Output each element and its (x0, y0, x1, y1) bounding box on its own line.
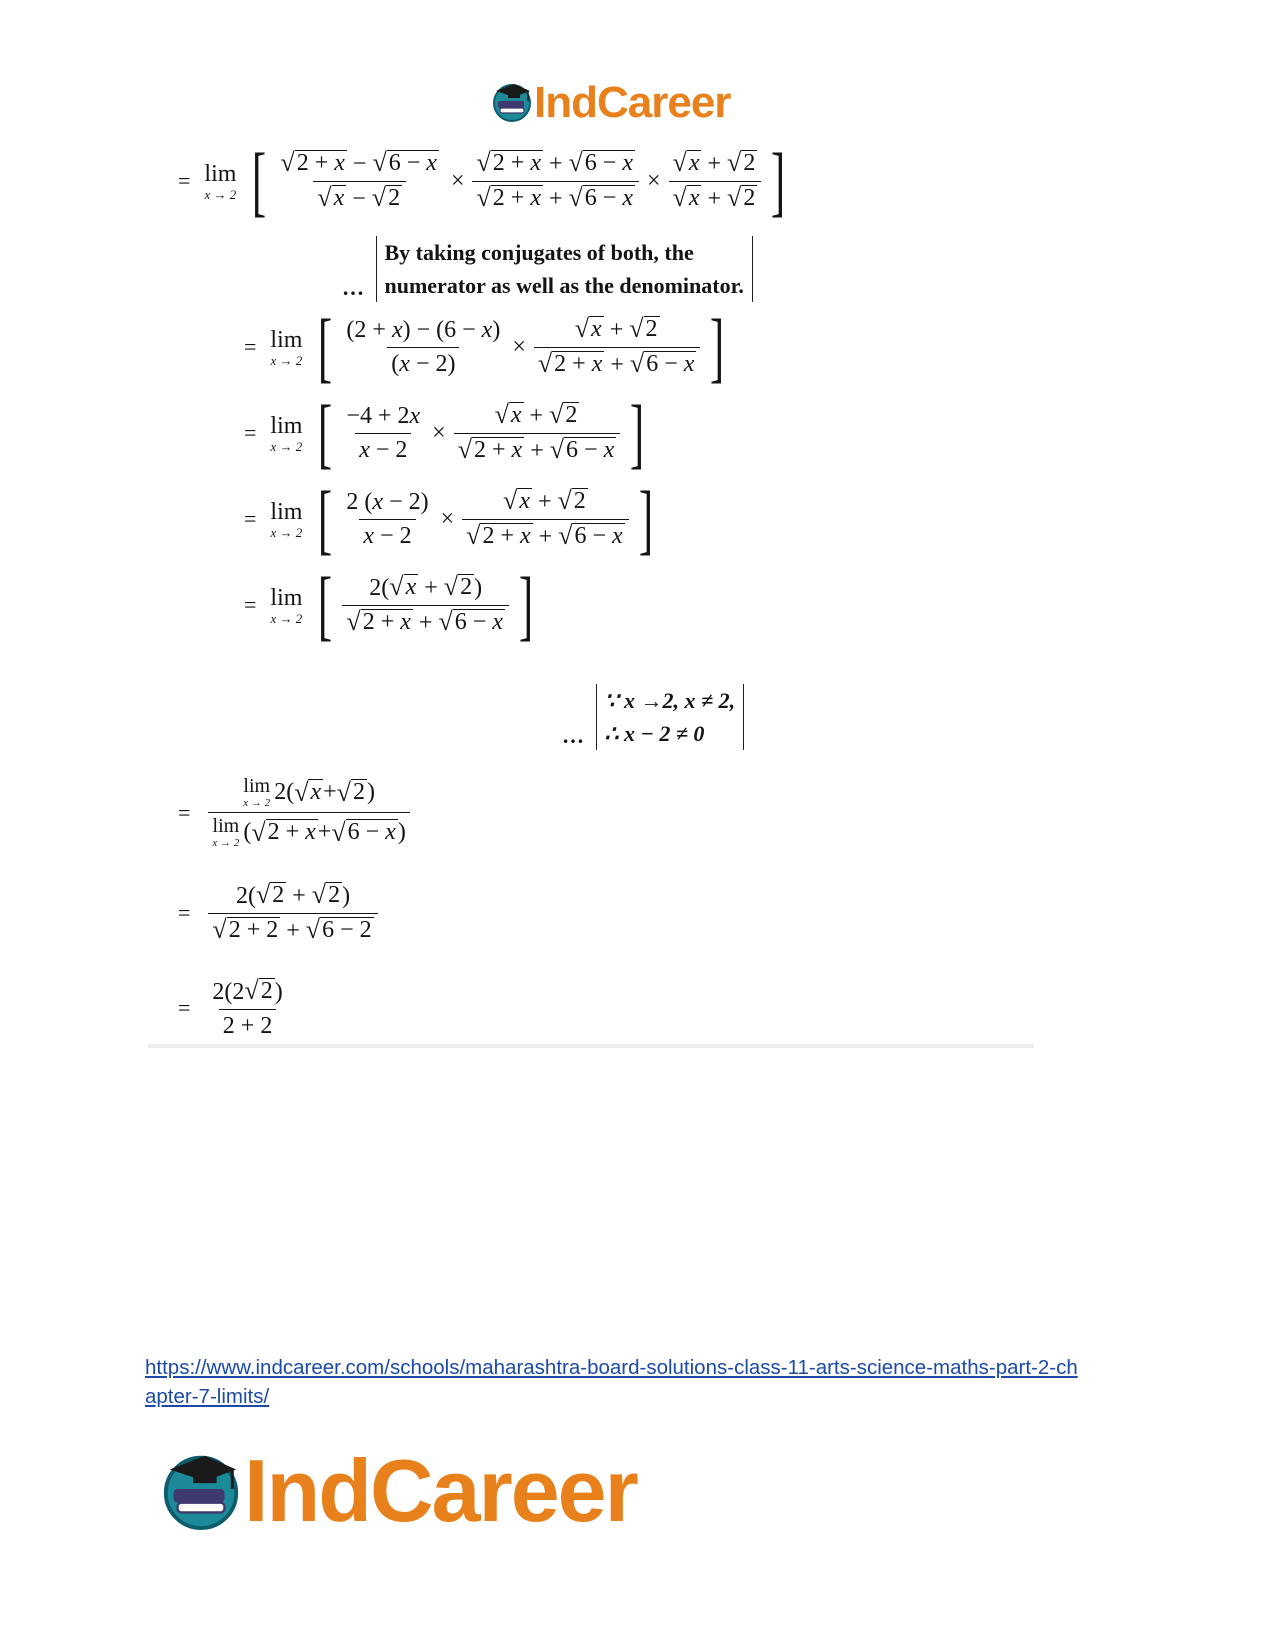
fraction: $\frac{(2 + x) - (6 - x)}{(x - 2)}$ (346, 317, 501, 377)
note-line: By taking conjugates of both, the (384, 240, 694, 265)
math-step-2: = lim x → 2 [ $\frac{(2 + x) - (6 - x)}{(x - 2)}$ × √ x + √ 2 √ 2 + x + √ 6 − x ] (244, 303, 725, 390)
graduation-cap-globe-icon (490, 79, 534, 128)
fraction: $\frac{2 (x - 2)}{x - 2}$ (346, 489, 429, 549)
fraction: lim x → 2 2( √ x + √ 2 ) lim x → 2 ( √ 2 + x + √ 6 − x ) (208, 776, 409, 849)
graduation-cap-globe-icon (158, 1446, 244, 1537)
conjugate-note: … By taking conjugates of both, the numerator as well as the denominator. (342, 236, 753, 304)
math-step-6: = lim x → 2 2( √ x + √ 2 ) lim x → 2 ( √ 2 + x + √ 6 − x ) (178, 776, 414, 849)
fraction: 2( √ 2 + √ 2 ) √ 2 + 2 + √ 6 − 2 (208, 882, 377, 944)
note-line: ∴ x − 2 ≠ 0 (604, 721, 705, 746)
note-line: ∵ x →2, x ≠ 2, (604, 688, 736, 713)
footer-logo (158, 1440, 637, 1542)
fraction: √ x + √ 2 √ 2 + x + √ 6 − x (534, 316, 701, 378)
fraction: 2( √ x + √ 2 ) √ 2 + x + √ 6 − x (342, 574, 509, 636)
math-step-5: = lim x → 2 [ 2( √ x + √ 2 ) √ 2 + x + √ 6 − x ] (244, 561, 534, 648)
fraction: 2(2 √ 2 ) 2 + 2 (212, 976, 283, 1039)
math-step-3: = lim x → 2 [ $\frac{-4 + 2x}{x - 2}$ × √ x + √ 2 √ 2 + x + √ 6 − x ] (244, 389, 645, 476)
fraction: √ x + √ 2 √ 2 + x + √ 6 − x (454, 402, 621, 464)
note-line: numerator as well as the denominator. (384, 273, 744, 298)
equals-sign: = (178, 168, 191, 194)
brand-name: IndCareer (534, 78, 731, 127)
brand-name: IndCareer (244, 1441, 637, 1540)
math-step-7: = 2( √ 2 + √ 2 ) √ 2 + 2 + √ 6 − 2 (178, 882, 382, 944)
math-step-4: = lim x → 2 [ $\frac{2 (x - 2)}{x - 2}$ × √ x + √ 2 √ 2 + x + √ 6 − x ] (244, 475, 653, 562)
header-logo (490, 78, 730, 128)
content-divider (148, 1044, 1034, 1048)
source-url-link[interactable]: https://www.indcareer.com/schools/maharashtra-board-solutions-class-11-arts-science-maths-part-2-chapter-7-limits/ (145, 1356, 1078, 1408)
limit-operator: lim x → 2 (204, 160, 237, 202)
fraction: √ x + √ 2 √ x + √ 2 (669, 150, 762, 212)
math-step-1: = lim x → 2 [ √ 2 + x − √ 6 − x √ x − √ 2 × √ 2 + x + √ 6 − x √ 2 + x + √ 6 − x × √ x + √ 2 √ x + √ 2 ] (178, 137, 786, 224)
fraction: $\frac{-4 + 2x}{x - 2}$ (346, 403, 421, 463)
fraction: √ x + √ 2 √ 2 + x + √ 6 − x (462, 488, 629, 550)
condition-note: … ∵ x →2, x ≠ 2, ∴ x − 2 ≠ 0 (562, 684, 744, 752)
fraction: √ 2 + x + √ 6 − x √ 2 + x + √ 6 − x (472, 150, 639, 212)
fraction: √ 2 + x − √ 6 − x √ x − √ 2 (280, 148, 437, 212)
math-step-8: = 2(2 √ 2 ) 2 + 2 (178, 978, 291, 1039)
